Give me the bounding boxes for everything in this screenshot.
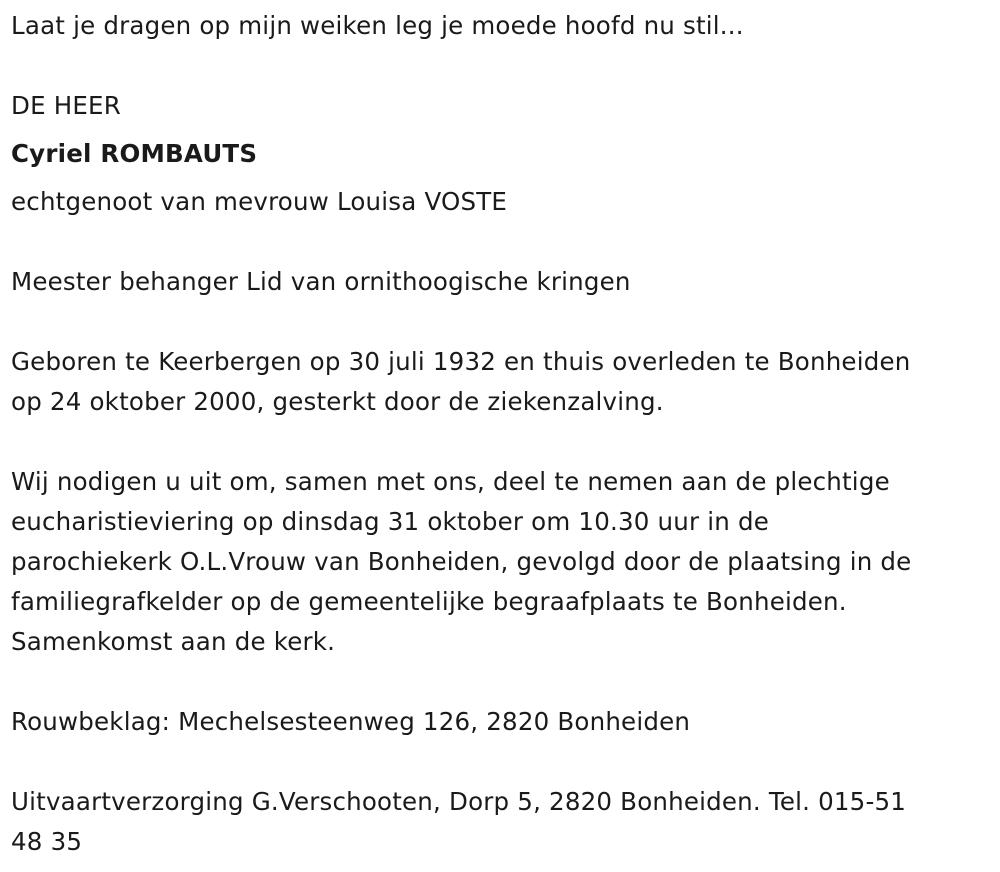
invitation-line: eucharistieviering op dinsdag 31 oktober om 10.30 uur in de [11,507,770,536]
title-prefix: DE HEER [11,91,121,120]
spouse-line: echtgenoot van mevrouw Louisa VOSTE [11,187,508,216]
birth-death-line: Geboren te Keerbergen op 30 juli 1932 en thuis overleden te Bonheiden [11,347,911,376]
funeral-director-line: Uitvaartverzorging G.Verschooten, Dorp 5, 2820 Bonheiden. Tel. 015-51 [11,787,907,816]
condolence-address: Rouwbeklag: Mechelsesteenweg 126, 2820 Bonheiden [11,707,691,736]
deceased-name: Cyriel ROMBAUTS [11,139,258,168]
birth-death-line: op 24 oktober 2000, gesterkt door de ziekenzalving. [11,387,664,416]
funeral-director-line: 48 35 [11,827,83,856]
invitation-line: parochiekerk O.L.Vrouw van Bonheiden, gevolgd door de plaatsing in de [11,547,912,576]
opening-quote: Laat je dragen op mijn weiken leg je moede hoofd nu stil... [11,11,744,40]
occupation-line: Meester behanger Lid van ornithoogische kringen [11,267,631,296]
invitation-line: familiegrafkelder op de gemeentelijke begraafplaats te Bonheiden. [11,587,847,616]
invitation-line: Samenkomst aan de kerk. [11,627,336,656]
invitation-line: Wij nodigen u uit om, samen met ons, deel te nemen aan de plechtige [11,467,890,496]
